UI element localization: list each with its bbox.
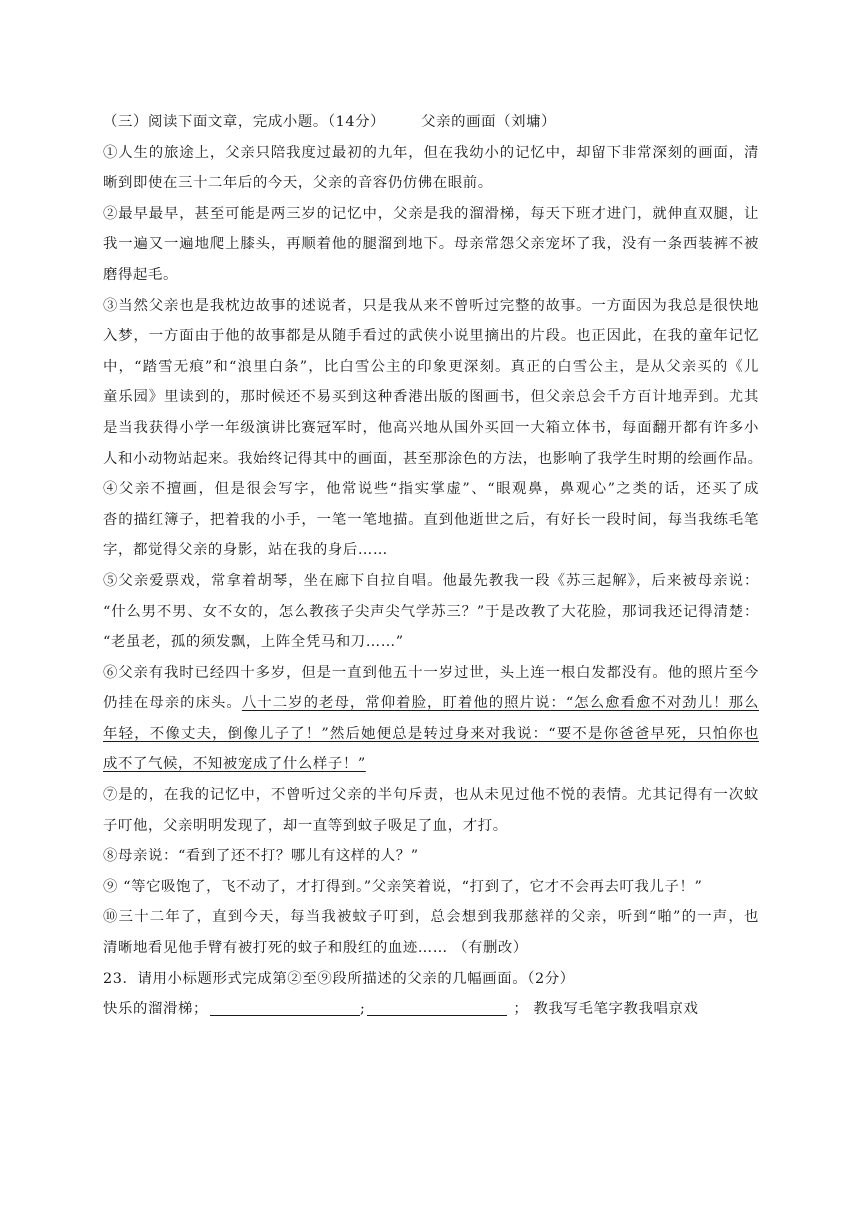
underlined-sentence: 八十二岁的老母，常仰着脸，盯着他的照片说：“怎么愈看愈不对劲儿！那么 — [241, 695, 759, 712]
paragraph-line: 磨得起毛。 — [103, 266, 178, 283]
underlined-sentence: 年轻，不像丈夫，倒像儿子了！”然后她便总是转过身来对我说：“要不是你爸爸早死，只怕你也 — [103, 725, 759, 742]
paragraph-line: 中，“踏雪无痕”和“浪里白条”，比白雪公主的印象更深刻。真正的白雪公主，是从父亲买的《儿 — [103, 358, 759, 375]
paragraph-line: “什么男不男、女不女的，怎么教孩子尖声尖气学苏三？”于是改教了大花脸，那词我还记得清楚： — [103, 603, 759, 620]
paragraph-line: “老虽老，孤的须发飘，上阵全凭马和刀……” — [103, 634, 404, 651]
paragraph-line: 童乐园》里读到的，那时候还不易买到这种香港出版的图画书，但父亲总会千方百计地弄到。尤其 — [103, 389, 759, 406]
paragraph-line: ⑤父亲爱票戏，常拿着胡琴，坐在廊下自拉自唱。他最先教我一段《苏三起解》，后来被母亲说： — [103, 572, 759, 589]
article-title: 父亲的画面（刘墉） — [421, 114, 557, 130]
paragraph-line: 人和小动物站起来。我始终记得其中的画面，甚至那涂色的方法，也影响了我学生时期的绘画作品。 — [103, 450, 763, 467]
paragraph-3 — [103, 291, 763, 475]
paragraph-line: 我一遍又一遍地爬上膝头，再顺着他的腿溜到地下。母亲常怨父亲宠坏了我，没有一条西装裤不被 — [103, 236, 759, 253]
underlined-sentence: 成不了气候，不知被宠成了什么样子！” — [103, 756, 366, 773]
paragraph-line: ③当然父亲也是我枕边故事的述说者，只是我从来不曾听过完整的故事。一方面因为我总是很快地 — [103, 297, 759, 314]
paragraph-10 — [103, 902, 759, 963]
paragraph-line: ⑧母亲说：“看到了还不打？哪儿有这样的人？” — [103, 848, 419, 865]
answer-blank-2[interactable] — [367, 999, 507, 1016]
paragraph-2 — [103, 199, 759, 291]
paragraph-line: 晰到即使在三十二年后的今天，父亲的音容仍仿佛在眼前。 — [103, 175, 493, 192]
paragraph-line: ⑦是的，在我的记忆中，不曾听过父亲的半句斥责，也从未见过他不悦的表情。尤其记得有一次蚊 — [103, 787, 759, 804]
answer-suffix: ； 教我写毛笔字教我唱京戏 — [513, 1001, 699, 1018]
question-23: 23．请用小标题形式完成第②至⑨段所描述的父亲的几幅画面。（2分） — [103, 970, 575, 987]
paragraph-4 — [103, 474, 759, 566]
paragraph-5 — [103, 566, 759, 658]
paragraph-1 — [103, 138, 759, 199]
plain-text: 仍挂在母亲的床头。 — [103, 695, 242, 712]
paragraph-line: ②最早最早，甚至可能是两三岁的记忆中，父亲是我的溜滑梯，每天下班才进门，就伸直双腿，让 — [103, 205, 759, 222]
section-heading: （三）阅读下面文章，完成小题。（14分） — [103, 114, 386, 130]
paragraph-7 — [103, 780, 759, 841]
answer-line — [103, 994, 759, 1025]
paragraph-6 — [103, 658, 759, 780]
paragraph-line: 是当我获得小学一年级演讲比赛冠军时，他高兴地从国外买回一大箱立体书，每面翻开都有许多小 — [103, 419, 759, 436]
section-heading-line — [103, 107, 759, 138]
paragraph-line: ①人生的旅途上，父亲只陪我度过最初的九年，但在我幼小的记忆中，却留下非常深刻的画面，清 — [103, 144, 759, 161]
paragraph-8 — [103, 841, 759, 872]
paragraph-line: 字，都觉得父亲的身影，站在我的身后…… — [103, 542, 388, 559]
paragraph-line: ⑥父亲有我时已经四十多岁，但是一直到他五十一岁过世，头上连一根白发都没有。他的照片至今 — [103, 664, 759, 681]
paragraph-line: ④父亲不擅画，但是很会写字，他常说些“指实掌虚”、“眼观鼻，鼻观心”之类的话，还买了成 — [103, 481, 759, 498]
paragraph-line — [103, 749, 759, 780]
paragraph-line: 入梦，一方面由于他的故事都是从随手看过的武侠小说里摘出的片段。也正因此，在我的童年记忆 — [103, 328, 759, 345]
paragraph-line: ⑩三十二年了，直到今天，每当我被蚊子叮到，总会想到我那慈祥的父亲，听到“啪”的一声，也 — [103, 909, 759, 926]
answer-blank-1[interactable] — [210, 999, 360, 1016]
paragraph-9 — [103, 872, 759, 903]
paragraph-line — [103, 688, 759, 719]
reading-passage — [103, 107, 763, 1025]
answer-separator: ; — [359, 1001, 366, 1018]
paragraph-line: 沓的描红簿子，把着我的小手，一笔一笔地描。直到他逝世之后，有好长一段时间，每当我练毛笔 — [103, 511, 759, 528]
answer-prefix: 快乐的溜滑梯； — [103, 1001, 208, 1018]
paragraph-line: 清晰地看见他手臂有被打死的蚊子和殷红的血迹…… （有删改） — [103, 940, 528, 957]
paragraph-line: ⑨ “等它吸饱了，飞不动了，才打得到。”父亲笑着说，“打到了，它才不会再去叮我儿子！” — [103, 878, 703, 895]
paragraph-line: 子叮他，父亲明明发现了，却一直等到蚊子吸足了血，才打。 — [103, 817, 508, 834]
